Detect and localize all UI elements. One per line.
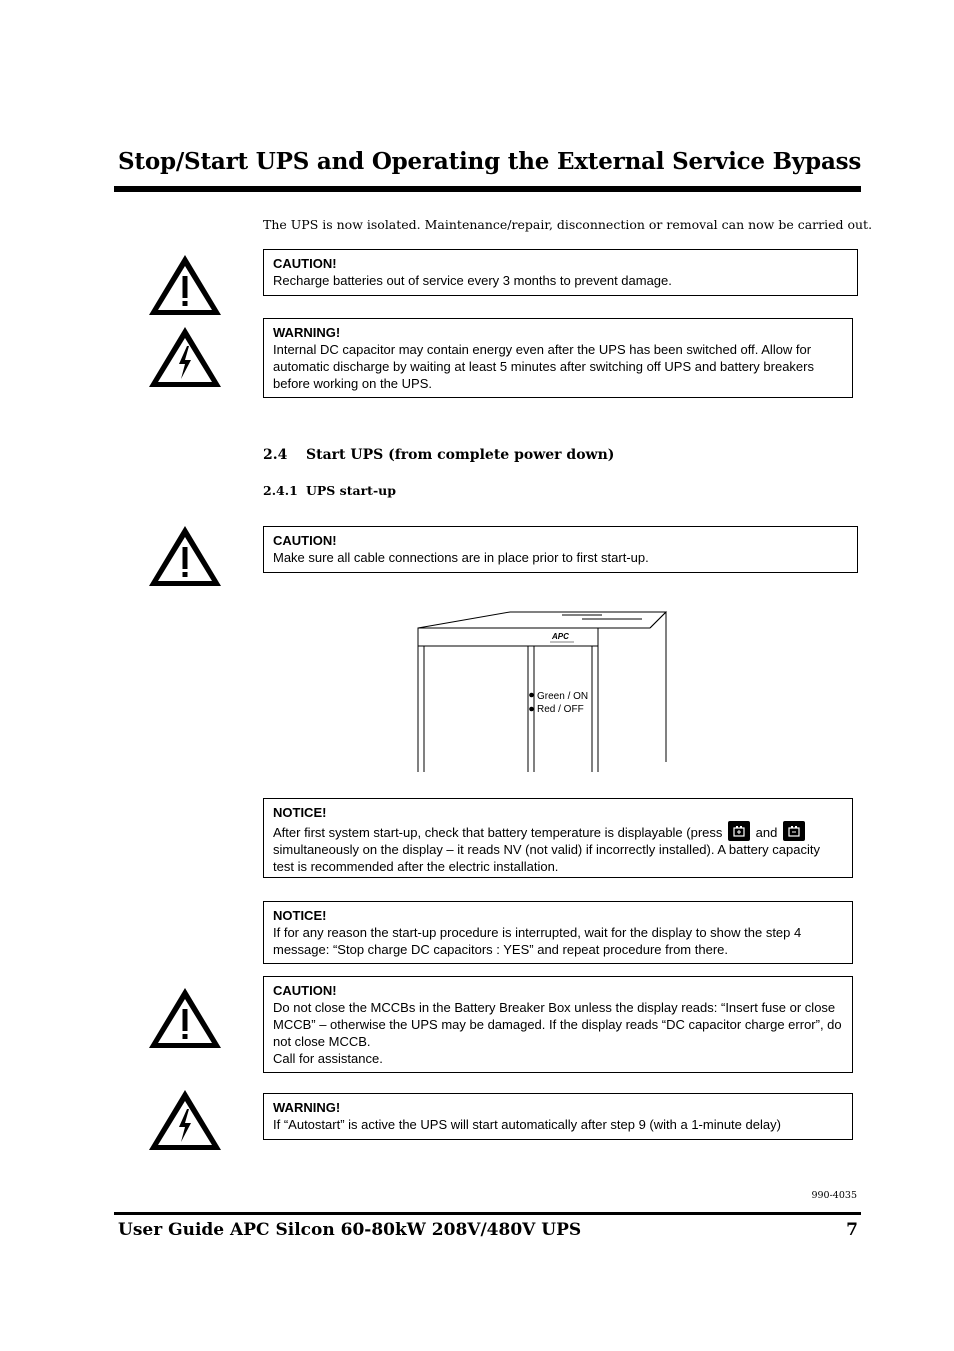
notice-box-warning-capacitor [263, 318, 853, 398]
notice-body-part-b: simultaneously on the display – it reads NV (not valid) if incorrectly installed). A battery capacity test is recommended after the electric installation. [273, 842, 820, 874]
caution-triangle-icon [146, 523, 224, 589]
subsection-title: UPS start-up [306, 483, 396, 498]
notice-box-caution-recharge [263, 249, 858, 296]
ups-cabinet-diagram [412, 606, 674, 776]
electric-shock-triangle-icon [146, 1087, 224, 1153]
notice-heading: CAUTION! [273, 983, 337, 998]
notice-body-and: and [755, 825, 778, 840]
apc-logo: APC [552, 632, 569, 641]
electric-shock-triangle-icon [146, 324, 224, 390]
caution-triangle-icon [146, 985, 224, 1051]
notice-body-assistance: Call for assistance. [273, 1051, 383, 1066]
page-footer [118, 1220, 858, 1240]
notice-body: Make sure all cable connections are in place prior to first start-up. [273, 550, 649, 565]
title-rule [114, 186, 861, 192]
document-number: 990-4035 [811, 1190, 857, 1201]
footer-page-number: 7 [846, 1220, 858, 1240]
led-green-icon [529, 693, 534, 698]
notice-box-caution-cables [263, 526, 858, 573]
page-title: Stop/Start UPS and Operating the External Service Bypass [118, 148, 862, 175]
notice-heading: WARNING! [273, 1100, 341, 1115]
notice-body-part-a: After first system start-up, check that battery temperature is displayable (press [273, 825, 723, 840]
footer-rule [114, 1212, 861, 1215]
led-green-label: Green / ON [537, 691, 589, 702]
footer-guide-title: User Guide APC Silcon 60-80kW 208V/480V UPS [118, 1220, 582, 1240]
notice-heading: CAUTION! [273, 533, 337, 548]
section-heading [263, 447, 614, 463]
subsection-number: 2.4.1 [263, 483, 298, 498]
notice-body: Internal DC capacitor may contain energy even after the UPS has been switched off. Allow for automatic discharge by waiting at least 5 minutes after switching off UPS and battery breakers before working on the UPS. [273, 342, 814, 391]
subsection-heading [263, 483, 396, 498]
caution-triangle-icon [146, 252, 224, 318]
notice-heading: NOTICE! [273, 908, 327, 923]
notice-box-warning-autostart [263, 1093, 853, 1140]
led-red-label: Red / OFF [537, 704, 584, 715]
notice-body: Do not close the MCCBs in the Battery Breaker Box unless the display reads: “Insert fuse or close MCCB” – otherwise the UPS may be damaged. If the display reads “DC capacitor charge error”, do not close MCCB. [273, 1000, 842, 1049]
notice-body: Recharge batteries out of service every 3 months to prevent damage. [273, 273, 672, 288]
intro-text: The UPS is now isolated. Maintenance/repair, disconnection or removal can now be carried out. [263, 217, 873, 232]
notice-heading: WARNING! [273, 325, 341, 340]
notice-body: If for any reason the start-up procedure is interrupted, wait for the display to show the step 4 message: “Stop charge DC capacitors : YES” and repeat procedure from there. [273, 925, 802, 957]
battery-button-icon [783, 821, 805, 841]
battery-button-icon [728, 821, 750, 841]
section-number: 2.4 [263, 447, 288, 463]
led-red-icon [529, 707, 534, 712]
notice-body: If “Autostart” is active the UPS will start automatically after step 9 (with a 1-minute delay) [273, 1117, 781, 1132]
notice-box-battery-temperature [263, 798, 853, 878]
notice-body [273, 821, 843, 875]
notice-box-startup-interrupted [263, 901, 853, 964]
section-title: Start UPS (from complete power down) [306, 447, 615, 463]
notice-heading: CAUTION! [273, 256, 337, 271]
notice-heading: NOTICE! [273, 805, 327, 820]
notice-box-caution-mccb [263, 976, 853, 1073]
